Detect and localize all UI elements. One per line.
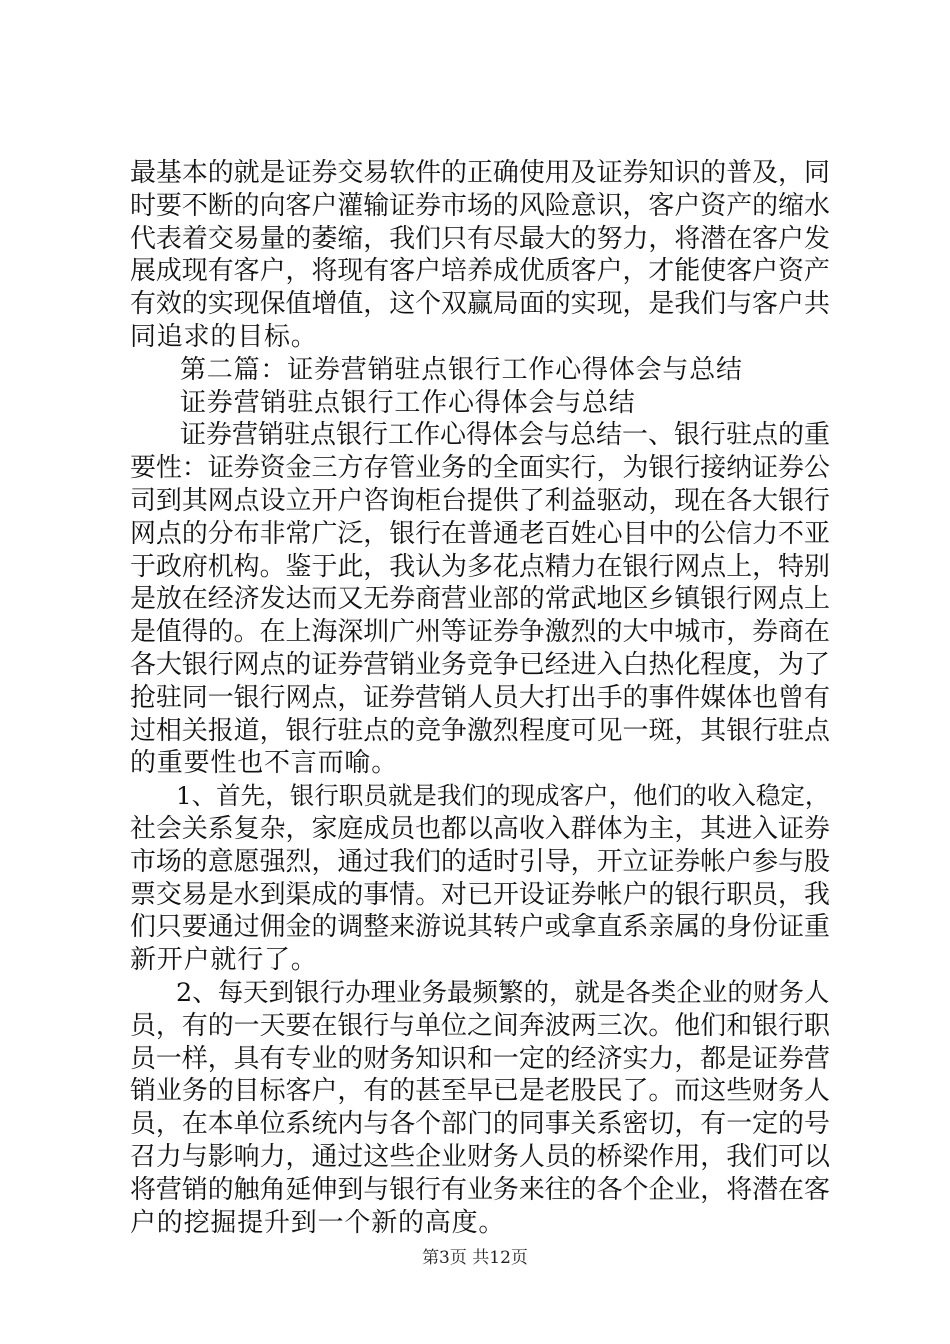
text-line: 展成现有客户，将现有客户培养成优质客户，才能使客户资产 [130, 256, 830, 287]
text-line: 代表着交易量的萎缩，我们只有尽最大的努力，将潜在客户发 [130, 223, 830, 254]
text-line: 召力与影响力，通过这些企业财务人员的桥梁作用，我们可以 [130, 1141, 830, 1172]
text-line: 同追求的目标。 [130, 321, 318, 352]
text-line: 最基本的就是证券交易软件的正确使用及证券知识的普及，同 [130, 158, 830, 188]
text-line: 有效的实现保值增值，这个双赢局面的实现，是我们与客户共 [130, 289, 830, 320]
text-line: 员，有的一天要在银行与单位之间奔波两三次。他们和银行职 [130, 1010, 830, 1041]
text-line: 1、首先，银行职员就是我们的现成客户，他们的收入稳定， [176, 781, 830, 811]
text-line: 员，在本单位系统内与各个部门的同事关系密切，有一定的号 [130, 1109, 830, 1140]
text-line: 销业务的目标客户，有的甚至早已是老股民了。而这些财务人 [130, 1076, 830, 1107]
text-line: 们只要通过佣金的调整来游说其转户或拿直系亲属的身份证重 [130, 912, 830, 943]
text-line: 员一样，具有专业的财务知识和一定的经济实力，都是证券营 [130, 1043, 830, 1074]
text-line: 于政府机构。鉴于此，我认为多花点精力在银行网点上，特别 [130, 551, 830, 582]
page-footer: 第3页 共12页 [422, 1248, 528, 1268]
text-line: 市场的意愿强烈，通过我们的适时引导，开立证券帐户参与股 [130, 846, 830, 877]
text-line: 证券营销驻点银行工作心得体会与总结一、银行驻点的重 [180, 420, 831, 451]
document-body [130, 157, 830, 1239]
text-line: 时要不断的向客户灌输证券市场的风险意识，客户资产的缩水 [130, 190, 830, 221]
text-line: 证券营销驻点银行工作心得体会与总结 [180, 387, 636, 418]
text-line: 新开户就行了。 [130, 945, 318, 976]
text-line: 是值得的。在上海深圳广州等证券争激烈的大中城市，券商在 [130, 617, 830, 648]
text-line: 户的挖掘提升到一个新的高度。 [130, 1207, 506, 1238]
text-line: 司到其网点设立开户咨询柜台提供了利益驱动，现在各大银行 [130, 485, 830, 516]
text-line: 将营销的触角延伸到与银行有业务来往的各个企业，将潜在客 [130, 1174, 830, 1205]
text-line: 第二篇：证券营销驻点银行工作心得体会与总结 [180, 354, 743, 385]
text-line: 抢驻同一银行网点，证券营销人员大打出手的事件媒体也曾有 [130, 682, 830, 713]
text-line: 票交易是水到渠成的事情。对已开设证券帐户的银行职员，我 [130, 879, 830, 910]
text-line: 要性：证券资金三方存管业务的全面实行，为银行接纳证券公 [130, 453, 830, 484]
text-line: 的重要性也不言而喻。 [130, 748, 399, 779]
text-line: 2、每天到银行办理业务最频繁的，就是各类企业的财务人 [176, 977, 830, 1008]
text-line: 是放在经济发达而又无券商营业部的常武地区乡镇银行网点上 [130, 584, 830, 615]
text-line: 网点的分布非常广泛，银行在普通老百姓心目中的公信力不亚 [130, 518, 830, 549]
text-line: 过相关报道，银行驻点的竞争激烈程度可见一斑，其银行驻点 [130, 715, 830, 746]
text-line: 各大银行网点的证券营销业务竞争已经进入白热化程度，为了 [130, 649, 830, 680]
text-line: 社会关系复杂，家庭成员也都以高收入群体为主，其进入证券 [130, 813, 830, 844]
